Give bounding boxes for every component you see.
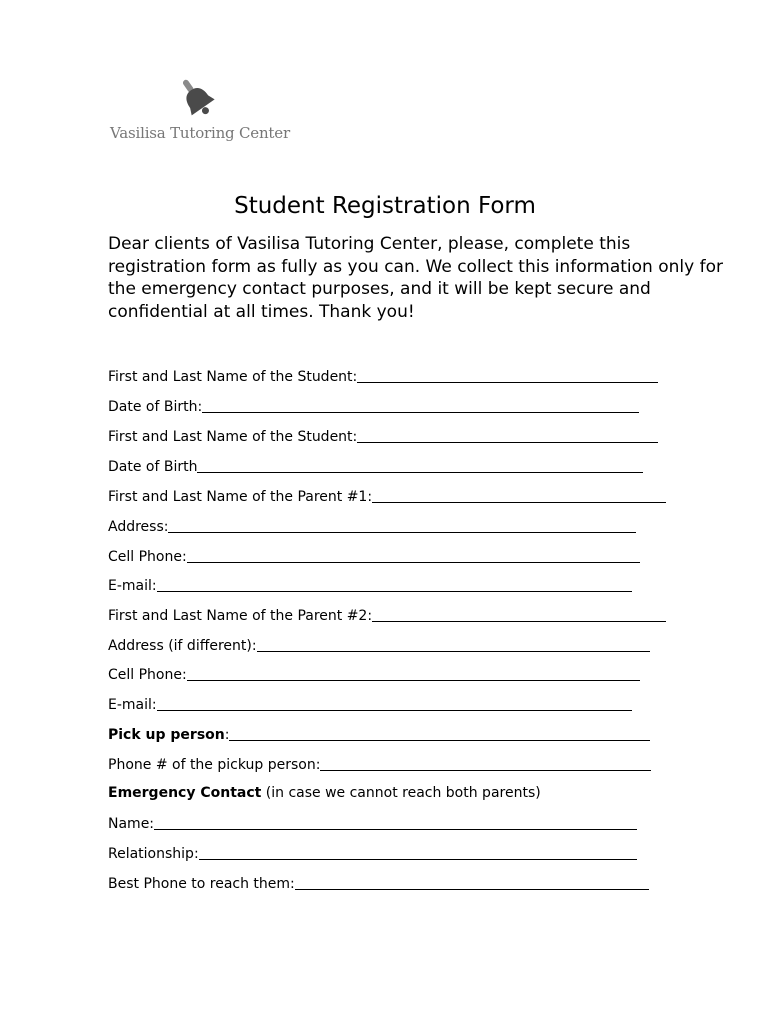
field-label: First and Last Name of the Parent #2: [108, 608, 373, 624]
field-label: E-mail: [108, 578, 157, 594]
field-label: First and Last Name of the Student: [108, 429, 358, 445]
parent1-address-line[interactable] [168, 518, 636, 533]
logo-text: Vasilisa Tutoring Center [110, 124, 290, 142]
page-title: Student Registration Form [234, 193, 536, 219]
field-label: Relationship: [108, 846, 199, 862]
field-label: First and Last Name of the Parent #1: [108, 489, 373, 505]
parent2-address-field [108, 635, 650, 655]
emergency-contact-heading [108, 785, 541, 801]
parent1-name-line[interactable] [372, 488, 666, 503]
emergency-name-field [108, 813, 637, 833]
field-label: : [224, 727, 230, 743]
emergency-name-line[interactable] [154, 815, 637, 830]
parent2-phone-line[interactable] [187, 666, 640, 681]
parent1-address-field [108, 516, 636, 536]
field-label-bold: Pick up person [108, 727, 225, 743]
field-label: Cell Phone: [108, 667, 187, 683]
field-label: Address (if different): [108, 638, 257, 654]
student1-name-line[interactable] [357, 368, 658, 383]
field-label: Name: [108, 816, 155, 832]
student1-name-field [108, 366, 658, 386]
parent1-email-field [108, 575, 632, 595]
field-label: E-mail: [108, 697, 157, 713]
student2-name-line[interactable] [357, 428, 658, 443]
parent2-name-line[interactable] [372, 607, 666, 622]
student1-dob-field [108, 396, 639, 416]
parent1-email-line[interactable] [157, 577, 632, 592]
parent2-email-field [108, 694, 632, 714]
emergency-phone-field [108, 873, 649, 893]
field-label: Best Phone to reach them: [108, 876, 295, 892]
parent1-name-field [108, 486, 666, 506]
parent2-address-line[interactable] [257, 637, 650, 652]
student2-dob-field [108, 456, 643, 476]
pickup-phone-line[interactable] [320, 756, 651, 771]
field-label: Cell Phone: [108, 549, 187, 565]
parent2-phone-field [108, 664, 640, 684]
school-bell-icon [176, 76, 220, 122]
parent2-email-line[interactable] [157, 696, 632, 711]
logo [108, 76, 288, 146]
emergency-phone-line[interactable] [295, 875, 649, 890]
intro-paragraph: Dear clients of Vasilisa Tutoring Center, please, complete this registration form as fully as you can. We collect this information only for the emergency contact purposes, and it will be kept secure and confidential at all times. Thank you! [108, 234, 723, 323]
field-label: Date of Birth: [108, 399, 203, 415]
student2-dob-line[interactable] [197, 458, 643, 473]
student1-dob-line[interactable] [202, 398, 639, 413]
parent1-phone-field [108, 546, 640, 566]
field-label: Address: [108, 519, 169, 535]
pickup-person-field [108, 724, 650, 744]
field-label: Phone # of the pickup person: [108, 757, 321, 773]
parent2-name-field [108, 605, 666, 625]
emergency-contact-note: (in case we cannot reach both parents) [261, 785, 541, 801]
parent1-phone-line[interactable] [187, 548, 640, 563]
emergency-contact-title: Emergency Contact [108, 785, 262, 801]
pickup-phone-field [108, 754, 651, 774]
emergency-relationship-line[interactable] [199, 845, 637, 860]
pickup-person-line[interactable] [229, 726, 650, 741]
emergency-relationship-field [108, 843, 637, 863]
field-label: Date of Birth [108, 459, 198, 475]
student2-name-field [108, 426, 658, 446]
field-label: First and Last Name of the Student: [108, 369, 358, 385]
